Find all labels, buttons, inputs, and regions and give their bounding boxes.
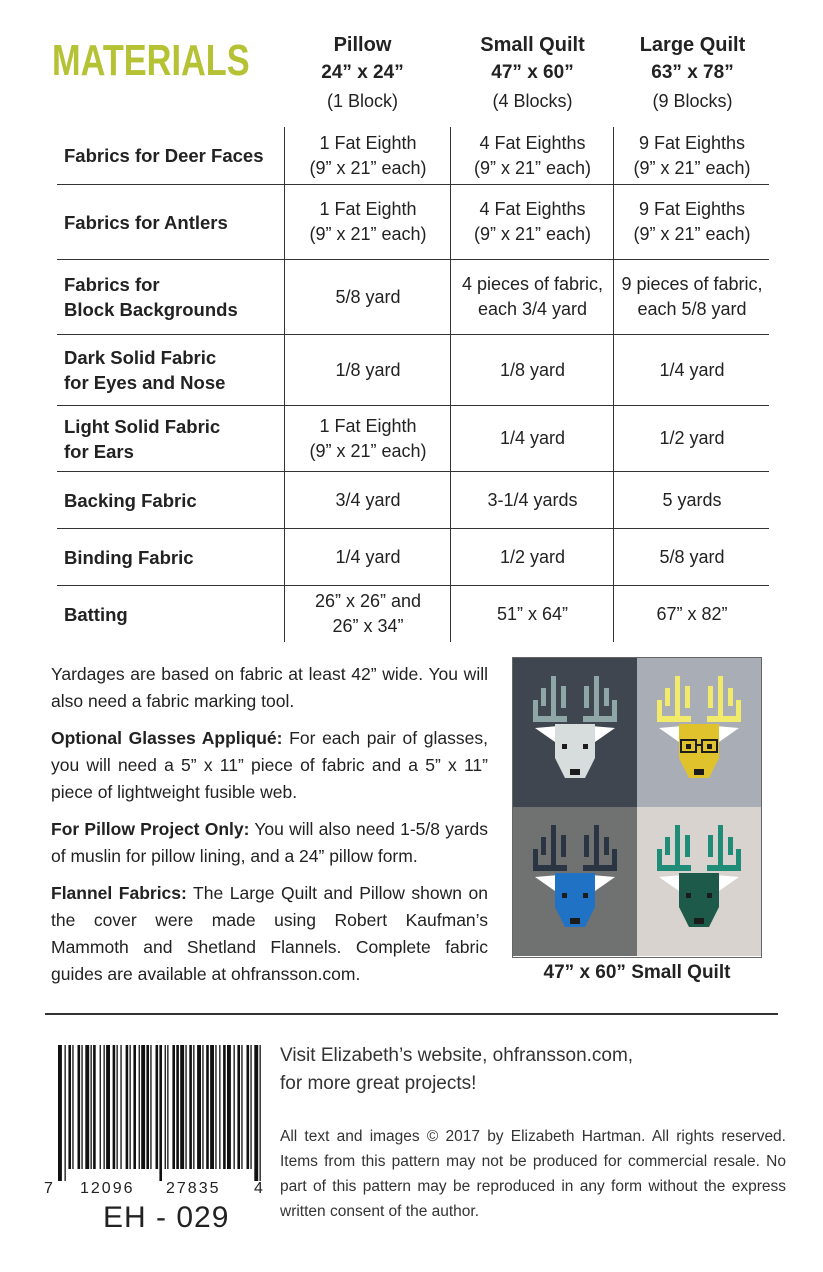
barcode-bar xyxy=(139,1045,140,1169)
barcode-bar xyxy=(141,1045,145,1169)
antler-tine xyxy=(594,676,599,720)
column-blocks: (4 Blocks) xyxy=(492,91,573,111)
column-header-large-quilt xyxy=(610,32,775,116)
barcode-bar xyxy=(254,1045,258,1181)
deer-eye xyxy=(562,893,567,898)
column-header-small-quilt xyxy=(450,32,615,116)
quilt-block-gray-deer xyxy=(513,658,637,807)
cell-pillow: 1 Fat Eighth (9” x 21” each) xyxy=(284,185,451,259)
divider xyxy=(45,1013,778,1015)
barcode-bar xyxy=(117,1045,118,1169)
barcode-bar xyxy=(193,1045,194,1169)
antler-tine xyxy=(675,825,680,869)
column-blocks: (9 Blocks) xyxy=(652,91,733,111)
column-size: 47” x 60” xyxy=(491,62,574,83)
note-text: The Large Quilt and Pillow shown on the cover were made using Robert Kaufman’s Mammoth and Shetland Flannels. Complete fabric guides are available at ohfransson.com. xyxy=(51,883,488,984)
deer-eye xyxy=(686,744,691,749)
barcode-bar xyxy=(150,1045,151,1169)
quilt-block-blue-deer xyxy=(513,807,637,956)
antler-tine xyxy=(728,688,733,706)
deer-eye xyxy=(707,893,712,898)
barcode-bar xyxy=(215,1045,216,1169)
notes xyxy=(51,661,488,998)
barcode-bar xyxy=(113,1045,116,1169)
cell-small-quilt: 4 Fat Eighths (9” x 21” each) xyxy=(450,185,614,259)
antler-tine xyxy=(728,837,733,855)
note-heading: For Pillow Project Only: xyxy=(51,819,250,839)
column-blocks: (1 Block) xyxy=(326,91,398,111)
antler-beam xyxy=(707,716,741,722)
deer-eye xyxy=(686,893,691,898)
antler-beam xyxy=(657,716,691,722)
antler-tine xyxy=(541,688,546,706)
materials-table xyxy=(57,127,769,642)
barcode-bar xyxy=(133,1045,136,1169)
antler-tine xyxy=(561,835,566,857)
antler-tine xyxy=(665,837,670,855)
table-row xyxy=(57,406,769,472)
cell-large-quilt: 9 Fat Eighths (9” x 21” each) xyxy=(613,185,770,259)
note-flannel xyxy=(51,880,488,988)
row-label: Batting xyxy=(64,603,128,625)
barcode-bar xyxy=(180,1045,184,1169)
barcode-bar xyxy=(234,1045,235,1169)
antler-tine xyxy=(604,688,609,706)
table-row xyxy=(57,472,769,529)
table-row xyxy=(57,260,769,335)
cell-small-quilt: 51” x 64” xyxy=(450,586,614,642)
cell-pillow: 1 Fat Eighth (9” x 21” each) xyxy=(284,127,451,184)
barcode-bar xyxy=(185,1045,186,1169)
column-name: Pillow xyxy=(333,34,392,56)
quilt-block-yellow-deer-with-glasses xyxy=(637,658,761,807)
row-label: Light Solid Fabric for Ears xyxy=(64,415,221,462)
table-row xyxy=(57,185,769,260)
cell-large-quilt: 5 yards xyxy=(613,472,770,528)
deer-eye xyxy=(583,744,588,749)
barcode-bar xyxy=(72,1045,73,1169)
antler-tine xyxy=(718,825,723,869)
deer-nose xyxy=(570,918,580,924)
cell-small-quilt: 1/2 yard xyxy=(450,529,614,585)
column-name: Small Quilt xyxy=(480,34,585,56)
barcode-bar xyxy=(126,1045,129,1169)
cell-large-quilt: 5/8 yard xyxy=(613,529,770,585)
barcode-bar xyxy=(227,1045,231,1169)
barcode-bar xyxy=(165,1045,166,1169)
column-name: Large Quilt xyxy=(639,34,746,56)
antler-tine xyxy=(708,686,713,708)
antler-tine xyxy=(541,837,546,855)
note-text: You will also need 1-5/8 yards of muslin for pillow lining, and a 24” pillow form. xyxy=(51,819,489,866)
deer-nose xyxy=(570,769,580,775)
cell-large-quilt: 67” x 82” xyxy=(613,586,770,642)
antler-beam xyxy=(707,865,741,871)
barcode-bar xyxy=(104,1045,105,1169)
deer-eye xyxy=(707,744,712,749)
barcode-bar xyxy=(78,1045,81,1169)
barcode-bar xyxy=(241,1045,242,1169)
barcode-group-1: 12096 xyxy=(80,1180,135,1197)
cell-pillow: 5/8 yard xyxy=(284,260,451,334)
quilt-caption: 47” x 60” Small Quilt xyxy=(543,962,731,983)
deer-nose xyxy=(694,918,704,924)
barcode-bar xyxy=(260,1045,261,1181)
barcode-bar xyxy=(93,1045,96,1169)
cell-large-quilt: 9 Fat Eighths (9” x 21” each) xyxy=(613,127,770,184)
column-header-pillow xyxy=(280,32,445,116)
table-row xyxy=(57,586,769,642)
barcode-bar xyxy=(100,1045,101,1169)
barcode-bar xyxy=(219,1045,220,1169)
antler-tine xyxy=(551,676,556,720)
antler-tine xyxy=(665,688,670,706)
cell-small-quilt: 4 pieces of fabric, each 3/4 yard xyxy=(450,260,614,334)
cell-small-quilt: 1/4 yard xyxy=(450,406,614,471)
antler-beam xyxy=(583,865,617,871)
antler-beam xyxy=(533,865,567,871)
antler-tine xyxy=(718,676,723,720)
deer-eye xyxy=(583,893,588,898)
antler-beam xyxy=(583,716,617,722)
cell-pillow: 1/4 yard xyxy=(284,529,451,585)
row-label: Fabrics for Antlers xyxy=(64,211,228,233)
antler-tine xyxy=(584,686,589,708)
barcode-bar xyxy=(176,1045,179,1169)
antler-tine xyxy=(594,825,599,869)
row-label: Backing Fabric xyxy=(64,489,197,511)
barcode-bar xyxy=(130,1045,131,1169)
barcode-bar xyxy=(172,1045,175,1169)
barcode-bar xyxy=(223,1045,226,1169)
cell-large-quilt: 9 pieces of fabric, each 5/8 yard xyxy=(613,260,770,334)
barcode xyxy=(56,1045,264,1181)
website-text: Visit Elizabeth’s website, ohfransson.com, for more great projects! xyxy=(280,1045,634,1094)
barcode-bar xyxy=(68,1045,71,1169)
antler-tine xyxy=(551,825,556,869)
barcode-bar xyxy=(58,1045,62,1181)
catalog-number: EH - 029 xyxy=(103,1201,230,1234)
cell-small-quilt: 1/8 yard xyxy=(450,335,614,405)
barcode-bar xyxy=(247,1045,250,1169)
cell-pillow: 1/8 yard xyxy=(284,335,451,405)
barcode-bar xyxy=(197,1045,201,1169)
deer-eye xyxy=(562,744,567,749)
barcode-digit-right: 4 xyxy=(254,1180,263,1197)
barcode-bar xyxy=(146,1045,149,1169)
cell-pillow: 1 Fat Eighth (9” x 21” each) xyxy=(284,406,451,471)
note-heading: Optional Glasses Appliqué: xyxy=(51,728,283,748)
cell-large-quilt: 1/4 yard xyxy=(613,335,770,405)
barcode-bar xyxy=(237,1045,240,1169)
deer-nose xyxy=(694,769,704,775)
note-pillow xyxy=(51,816,488,870)
barcode-bar xyxy=(106,1045,110,1169)
row-label: Dark Solid Fabric for Eyes and Nose xyxy=(64,347,226,393)
barcode-bar xyxy=(167,1045,168,1169)
barcode-bar xyxy=(65,1045,66,1181)
row-label: Fabrics for Deer Faces xyxy=(64,145,264,166)
note-yardage: Yardages are based on fabric at least 42” wide. You will also need a fabric marking tool. xyxy=(51,664,488,711)
barcode-bar xyxy=(189,1045,192,1169)
antler-tine xyxy=(708,835,713,857)
antler-tine xyxy=(561,686,566,708)
barcode-bar xyxy=(120,1045,121,1169)
table-row xyxy=(57,127,769,185)
antler-beam xyxy=(657,865,691,871)
cell-large-quilt: 1/2 yard xyxy=(613,406,770,471)
barcode-digit-left: 7 xyxy=(44,1180,53,1197)
barcode-bar xyxy=(250,1045,251,1169)
page-title: MATERIALS xyxy=(52,36,250,85)
note-glasses xyxy=(51,725,488,806)
barcode-bar xyxy=(210,1045,214,1169)
antler-tine xyxy=(685,686,690,708)
barcode-bar xyxy=(206,1045,209,1169)
barcode-bar xyxy=(81,1045,82,1169)
barcode-group-2: 27835 xyxy=(166,1180,221,1197)
barcode-bar xyxy=(156,1045,159,1169)
barcode-bar xyxy=(91,1045,92,1169)
column-size: 63” x 78” xyxy=(651,62,734,83)
quilt-block-green-deer xyxy=(637,807,761,956)
note-heading: Flannel Fabrics: xyxy=(51,883,187,903)
antler-beam xyxy=(533,716,567,722)
table-row xyxy=(57,335,769,406)
quilt-image xyxy=(512,657,762,958)
note-text: For each pair of glasses, you will need a 5” x 11” piece of fabric and a 5” x 11” piece of lightweight fusible web. xyxy=(51,728,489,802)
row-label: Fabrics for Block Backgrounds xyxy=(64,274,238,320)
antler-tine xyxy=(604,837,609,855)
cell-pillow: 26” x 26” and 26” x 34” xyxy=(284,586,451,642)
cell-small-quilt: 3-1/4 yards xyxy=(450,472,614,528)
antler-tine xyxy=(685,835,690,857)
barcode-bar xyxy=(85,1045,89,1169)
column-size: 24” x 24” xyxy=(321,62,404,83)
antler-tine xyxy=(675,676,680,720)
barcode-bar xyxy=(202,1045,203,1169)
antler-tine xyxy=(584,835,589,857)
row-label: Binding Fabric xyxy=(64,546,194,568)
cell-small-quilt: 4 Fat Eighths (9” x 21” each) xyxy=(450,127,614,184)
barcode-bar xyxy=(159,1045,162,1181)
copyright-text: All text and images © 2017 by Elizabeth Hartman. All rights reserved. Items from this pattern may not be produced for commercial resale. No part of this pattern may be reproduced in any form without the express written consent of the author. xyxy=(280,1128,786,1220)
cell-pillow: 3/4 yard xyxy=(284,472,451,528)
table-row xyxy=(57,529,769,586)
